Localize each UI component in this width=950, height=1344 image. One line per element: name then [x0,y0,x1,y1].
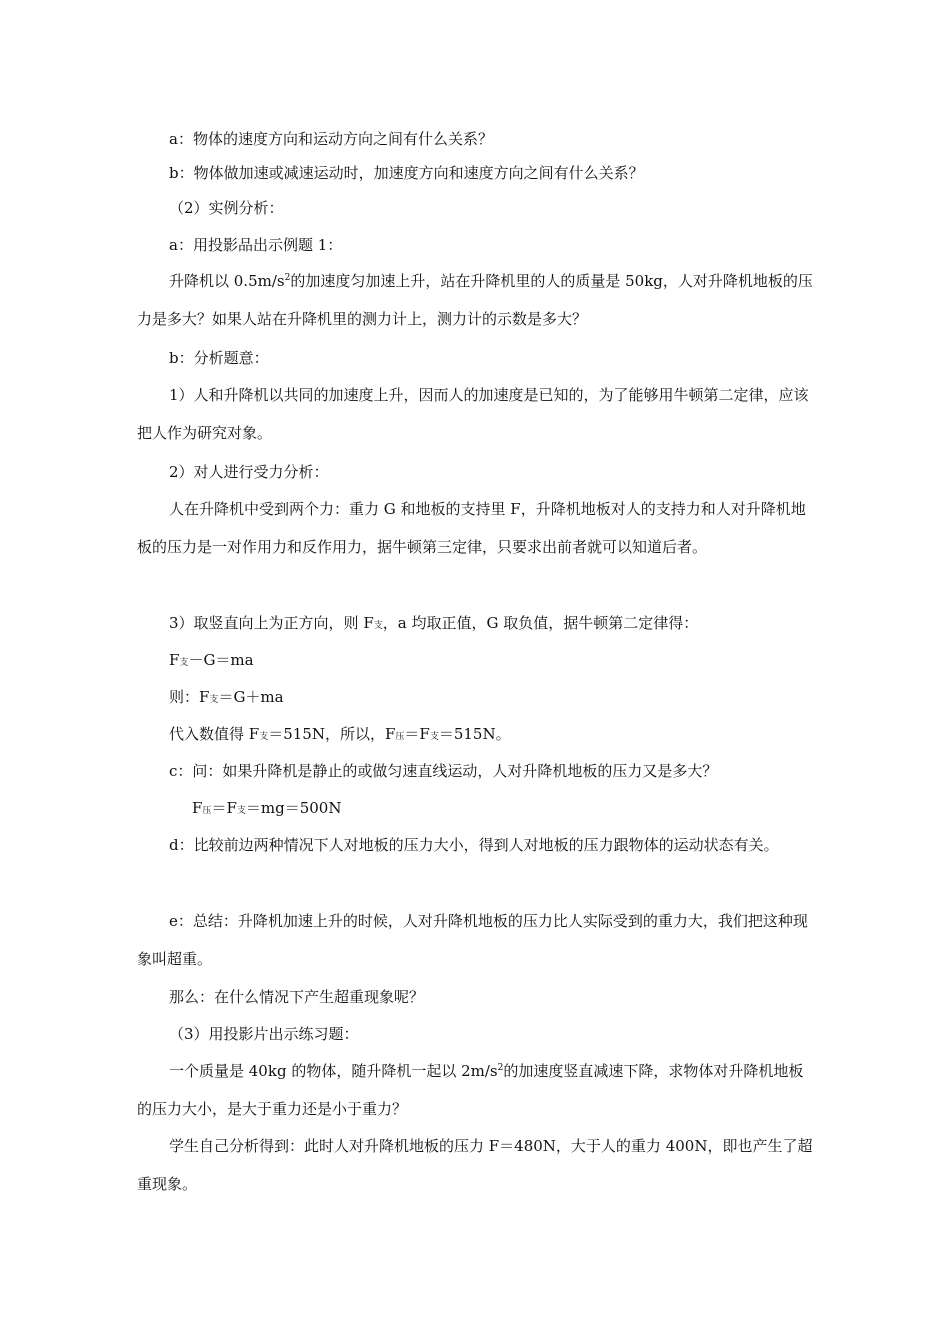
force-analysis-text: 人在升降机中受到两个力：重力 G 和地板的支持里 F，升降机地板对人的支持力和人对升降机地板的压力是一对作用力和反作用力，据牛顿第三定律，只要求出前者就可以知道后者。 [137,500,806,556]
exercise-problem: 一个质量是 40kg 的物体，随升降机一起以 $2m/s^2$的加速度竖直减速下降，求物体对升降机地板的压力大小，是大于重力还是小于重力？ [137,1062,804,1118]
follow-up-question: 那么：在什么情况下产生超重现象呢？ [169,988,425,1006]
question-c: c：问：如果升降机是静止的或做匀速直线运动，人对升降机地板的压力又是多大？ [169,762,718,780]
analysis-step-2: 2）对人进行受力分析： [169,463,329,481]
summary-e: e：总结：升降机加速上升的时候，人对升降机地板的压力比人实际受到的重力大，我们把这种现象叫超重。 [137,912,808,968]
student-answer: 学生自己分析得到：此时人对升降机地板的压力 F＝480N，大于人的重力 400N，即也产生了超重现象。 [137,1137,813,1193]
equation-result: 代入数值得 F支＝515N，所以，F压＝F支＝515N。 [169,725,511,743]
equation-2: 则：F支＝G＋ma [169,688,284,706]
analysis-step-1: 1）人和升降机以共同的加速度上升，因而人的加速度是已知的，为了能够用牛顿第二定律，应该把人作为研究对象。 [137,386,809,442]
equation-1: F支－G＝ma [169,651,254,669]
example-intro: a：用投影品出示例题 1： [169,236,343,254]
example-problem: 升降机以 $0.5m/s^2$的加速度匀加速上升，站在升降机里的人的质量是 50kg，人对升降机地板的压力是多大？如果人站在升降机里的测力计上，测力计的示数是多大？ [137,272,813,328]
analysis-step-3: 3）取竖直向上为正方向，则 F支，a 均取正值，G 取负值，据牛顿第二定律得： [169,614,699,632]
equation-static: F压＝F支＝mg＝500N [192,799,342,817]
section-heading-example: （2）实例分析： [169,199,284,217]
question-a: a：物体的速度方向和运动方向之间有什么关系？ [169,130,493,148]
exercise-heading: （3）用投影片出示练习题： [169,1025,359,1043]
analysis-heading: b：分析题意： [169,349,269,367]
comparison-d: d：比较前边两种情况下人对地板的压力大小，得到人对地板的压力跟物体的运动状态有关。 [169,836,779,854]
question-b: b：物体做加速或减速运动时，加速度方向和速度方向之间有什么关系？ [169,164,644,182]
